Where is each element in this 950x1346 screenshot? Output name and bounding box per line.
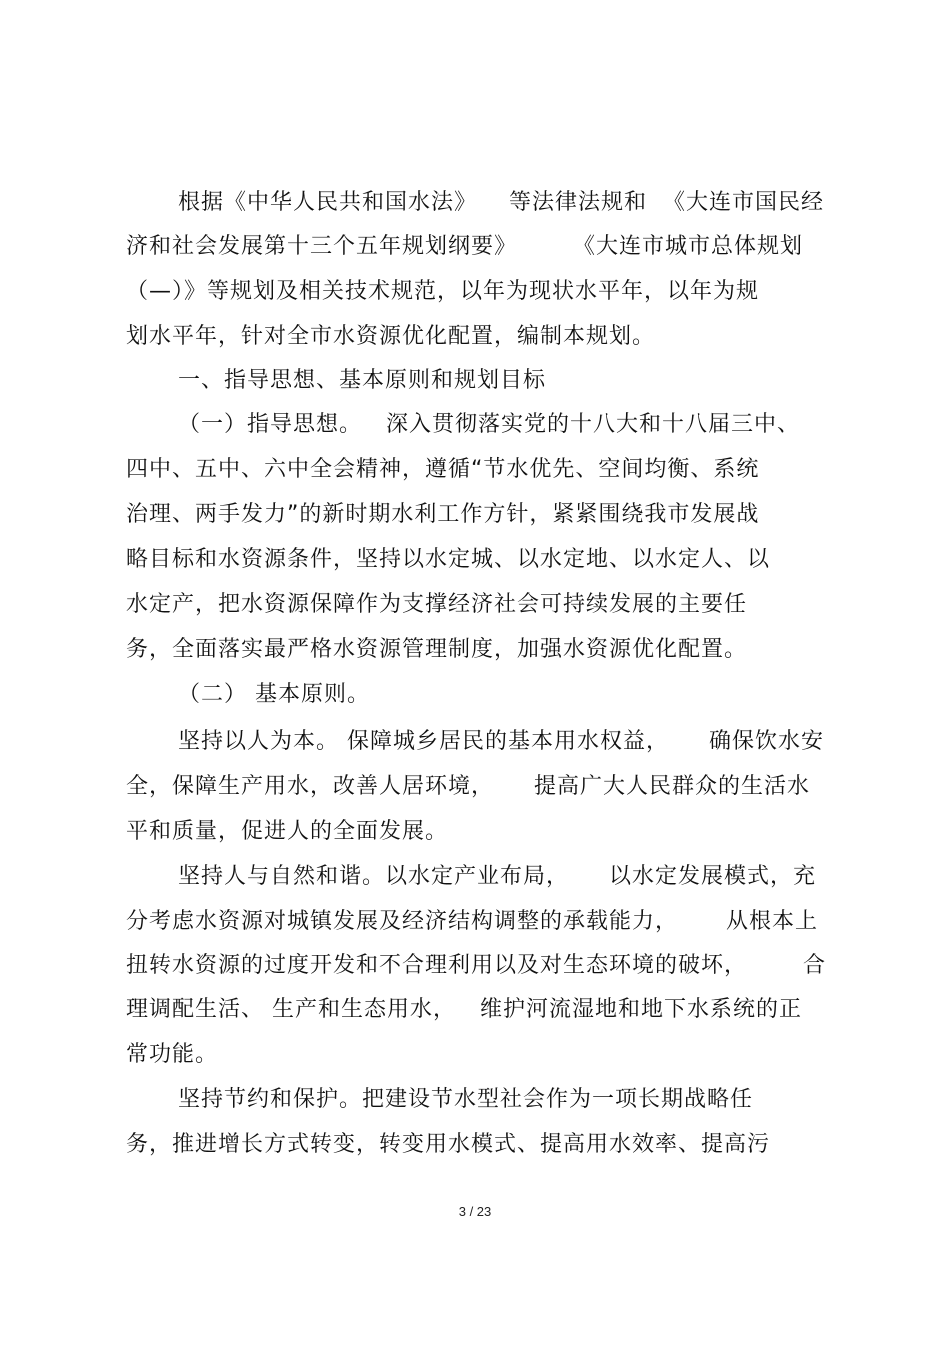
text-line-11: 务，全面落实最严格水资源管理制度，加强水资源优化配置。	[126, 637, 748, 662]
text-line-2: 济和社会发展第十三个五年规划纲要》 《大连市城市总体规划	[126, 234, 803, 259]
text-line-22: 务，推进增长方式转变，转变用水模式、提高用水效率、提高污	[126, 1132, 771, 1157]
page-number: 3 / 23	[458, 1204, 492, 1219]
text-line-17: 分考虑水资源对城镇发展及经济结构调整的承载能力， 从根本上	[126, 909, 818, 934]
text-line-14: 全，保障生产用水，改善人居环境， 提高广大人民群众的生活水	[126, 774, 810, 799]
text-line-4: 划水平年，针对全市水资源优化配置，编制本规划。	[126, 324, 656, 349]
section-heading: 一、指导思想、基本原则和规划目标	[178, 368, 547, 393]
text-line-10: 水定产，把水资源保障作为支撑经济社会可持续发展的主要任	[126, 592, 748, 617]
text-line-6: （一）指导思想。 深入贯彻落实党的十八大和十八届三中、	[178, 412, 800, 437]
text-line-15: 平和质量，促进人的全面发展。	[126, 819, 449, 844]
text-line-16: 坚持人与自然和谐。以水定产业布局， 以水定发展模式，充	[178, 864, 816, 889]
text-line-1: 根据《中华人民共和国水法》 等法律法规和 《大连市国民经	[178, 190, 824, 215]
text-line-13: 坚持以人为本。 保障城乡居民的基本用水权益， 确保饮水安	[178, 729, 824, 754]
text-line-8: 治理、两手发力”的新时期水利工作方针，紧紧围绕我市发展战	[126, 502, 760, 527]
text-line-19: 理调配生活、 生产和生态用水， 维护河流湿地和地下水系统的正	[126, 997, 802, 1022]
text-line-3: （—）》等规划及相关技术规范，以年为现状水平年，以年为规	[126, 279, 760, 304]
text-line-7: 四中、五中、六中全会精神，遵循“节水优先、空间均衡、系统	[126, 457, 760, 482]
text-line-21: 坚持节约和保护。把建设节水型社会作为一项长期战略任	[178, 1087, 754, 1112]
subsection-heading: （二） 基本原则。	[178, 682, 370, 707]
text-line-9: 略目标和水资源条件，坚持以水定城、以水定地、以水定人、以	[126, 547, 771, 572]
text-line-20: 常功能。	[126, 1042, 219, 1067]
text-line-18: 扭转水资源的过度开发和不合理利用以及对生态环境的破坏， 合	[126, 953, 826, 978]
